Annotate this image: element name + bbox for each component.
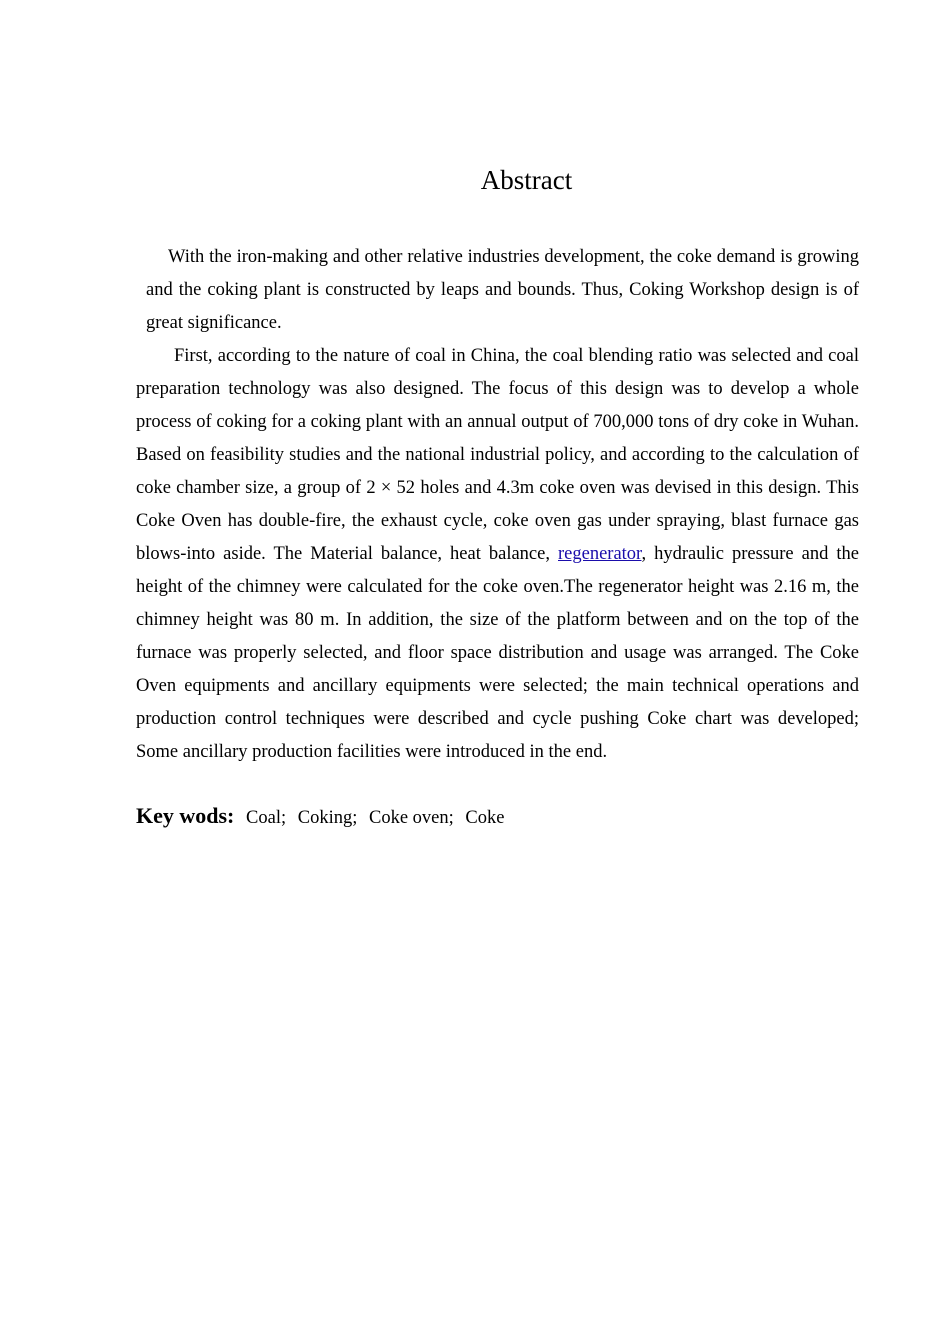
paragraph-2-text-end: , hydraulic pressure and the height of the chimney were calculated for the coke oven.The regenerator height was 2.16 m, the chimney height was 80 m. In addition, the size of the platform between and on the top of the furnace was properly selected, and floor space distribution and usage was arranged. The Coke Oven equipments and ancillary equipments were selected; the main technical operations and production control techniques were described and cycle pushing Coke chart was developed; Some ancillary production facilities were introduced in the end.: [136, 544, 859, 762]
keyword-item: Coal;: [246, 808, 287, 828]
paragraph-2-text-start: First, according to the nature of coal in China, the coal blending ratio was selected and coal preparation technology was also designed. The focus of this design was to develop a whole process of coking for a coking plant with an annual output of 700,000 tons of dry coke in Wuhan. Based on feasibility studies and the national industrial policy, and according to the calculation of coke chamber size, a group of 2 × 52 holes and 4.3m coke oven was devised in this design. This Coke Oven has double-fire, the exhaust cycle, coke oven gas under spraying, blast furnace gas blows-into aside. The Material balance, heat balance,: [136, 346, 859, 564]
keywords-label: Key wods:: [136, 803, 235, 828]
abstract-title: Abstract: [480, 165, 573, 195]
keyword-item: Coking;: [297, 808, 358, 828]
keyword-item: Coke oven;: [368, 808, 454, 828]
keyword-item: Coke: [465, 808, 505, 828]
keywords-line: [136, 800, 504, 834]
abstract-paragraph-1: With the iron-making and other relative industries development, the coke demand is growing and the coking plant is constructed by leaps and bounds. Thus, Coking Workshop design is of great significance.: [146, 247, 859, 333]
regenerator-link[interactable]: regenerator: [558, 544, 642, 564]
abstract-paragraph-2: [136, 340, 859, 769]
